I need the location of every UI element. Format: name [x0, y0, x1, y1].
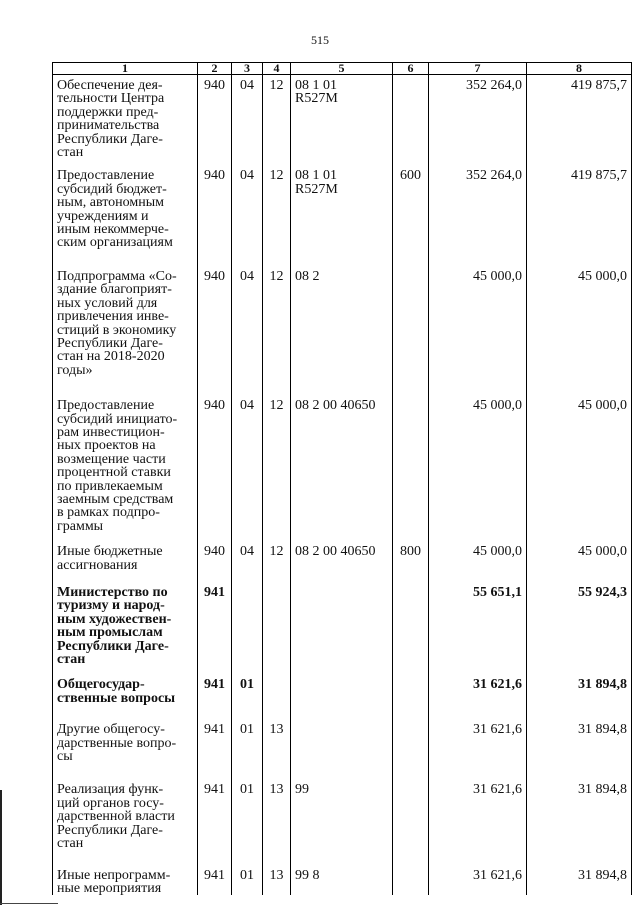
- subsection-cell: [263, 674, 291, 719]
- amount-2019-cell: 31 621,6: [429, 865, 527, 896]
- section-cell: 04: [232, 165, 263, 265]
- target-article-cell: 08 2 00 40650: [291, 395, 393, 541]
- scan-edge-mark: [0, 903, 58, 904]
- amount-2020-cell: 45 000,0: [527, 541, 632, 582]
- section-cell: [232, 582, 263, 674]
- expense-type-cell: 800: [393, 541, 429, 582]
- target-article-cell: 08 2 00 40650: [291, 541, 393, 582]
- table-row: [53, 266, 632, 395]
- section-cell: 01: [232, 865, 263, 896]
- subsection-cell: 12: [263, 266, 291, 395]
- target-article-cell: 08 1 01 R527M: [291, 75, 393, 166]
- subsection-cell: 12: [263, 395, 291, 541]
- column-header: 1: [53, 63, 198, 75]
- subsection-cell: 13: [263, 779, 291, 864]
- target-article-cell: 08 2: [291, 266, 393, 395]
- column-header: 6: [393, 63, 429, 75]
- amount-2020-cell: 45 000,0: [527, 395, 632, 541]
- section-cell: 04: [232, 266, 263, 395]
- target-article-cell: [291, 582, 393, 674]
- amount-2019-cell: 31 621,6: [429, 674, 527, 719]
- subsection-cell: 12: [263, 165, 291, 265]
- expense-type-cell: [393, 75, 429, 166]
- expense-type-cell: [393, 674, 429, 719]
- code-cell: 940: [198, 541, 232, 582]
- expense-type-cell: [393, 266, 429, 395]
- amount-2019-cell: 45 000,0: [429, 266, 527, 395]
- section-cell: 04: [232, 541, 263, 582]
- subsection-cell: 12: [263, 541, 291, 582]
- row-name-cell: Иные непрограмм- ные мероприятия: [53, 865, 198, 896]
- target-article-cell: 99 8: [291, 865, 393, 896]
- column-header: 7: [429, 63, 527, 75]
- row-name-cell: Предоставление субсидий инициато- рам инвестицион- ных проектов на возмещение части процентной ставки по привлекаемым заемным средствам в рамках подпро- граммы: [53, 395, 198, 541]
- expense-type-cell: [393, 395, 429, 541]
- target-article-cell: [291, 674, 393, 719]
- column-header: 8: [527, 63, 632, 75]
- table-row: [53, 674, 632, 719]
- amount-2019-cell: 45 000,0: [429, 395, 527, 541]
- table-row: [53, 719, 632, 779]
- code-cell: 940: [198, 395, 232, 541]
- expense-type-cell: [393, 719, 429, 779]
- table-row: [53, 395, 632, 541]
- amount-2019-cell: 352 264,0: [429, 165, 527, 265]
- target-article-cell: 99: [291, 779, 393, 864]
- row-name-cell: Министерство по туризму и народ- ным художествен- ным промыслам Республики Даге- стан: [53, 582, 198, 674]
- scan-edge-mark: [0, 790, 2, 905]
- section-cell: 01: [232, 719, 263, 779]
- amount-2020-cell: 31 894,8: [527, 674, 632, 719]
- code-cell: 941: [198, 865, 232, 896]
- code-cell: 940: [198, 75, 232, 166]
- amount-2019-cell: 352 264,0: [429, 75, 527, 166]
- column-header: 5: [291, 63, 393, 75]
- target-article-cell: [291, 719, 393, 779]
- amount-2020-cell: 31 894,8: [527, 719, 632, 779]
- amount-2019-cell: 55 651,1: [429, 582, 527, 674]
- amount-2019-cell: 45 000,0: [429, 541, 527, 582]
- row-name-cell: Реализация функ- ций органов госу- дарственной власти Республики Даге- стан: [53, 779, 198, 864]
- amount-2020-cell: 31 894,8: [527, 865, 632, 896]
- column-header: 2: [198, 63, 232, 75]
- budget-table: [52, 62, 632, 895]
- target-article-cell: 08 1 01 R527M: [291, 165, 393, 265]
- subsection-cell: 12: [263, 75, 291, 166]
- amount-2020-cell: 55 924,3: [527, 582, 632, 674]
- subsection-cell: 13: [263, 865, 291, 896]
- code-cell: 941: [198, 779, 232, 864]
- table-row: [53, 75, 632, 166]
- code-cell: 941: [198, 719, 232, 779]
- page-number: 515: [311, 33, 329, 47]
- section-cell: 04: [232, 75, 263, 166]
- row-name-cell: Обеспечение дея- тельности Центра поддержки пред- принимательства Республики Даге- стан: [53, 75, 198, 166]
- table-row: [53, 582, 632, 674]
- row-name-cell: Подпрограмма «Со- здание благоприят- ных условий для привлечения инве- стиций в экономику Республики Даге- стан на 2018-2020 годы»: [53, 266, 198, 395]
- expense-type-cell: [393, 865, 429, 896]
- code-cell: 940: [198, 165, 232, 265]
- subsection-cell: 13: [263, 719, 291, 779]
- row-name-cell: Общегосудар- ственные вопросы: [53, 674, 198, 719]
- expense-type-cell: [393, 779, 429, 864]
- code-cell: 941: [198, 582, 232, 674]
- code-cell: 940: [198, 266, 232, 395]
- expense-type-cell: 600: [393, 165, 429, 265]
- table-row: [53, 165, 632, 265]
- amount-2020-cell: 419 875,7: [527, 75, 632, 166]
- expense-type-cell: [393, 582, 429, 674]
- column-header: 4: [263, 63, 291, 75]
- table-row: [53, 779, 632, 864]
- amount-2020-cell: 31 894,8: [527, 779, 632, 864]
- table-header-row: [53, 63, 632, 75]
- column-header: 3: [232, 63, 263, 75]
- section-cell: 04: [232, 395, 263, 541]
- section-cell: 01: [232, 674, 263, 719]
- amount-2019-cell: 31 621,6: [429, 719, 527, 779]
- amount-2020-cell: 419 875,7: [527, 165, 632, 265]
- amount-2019-cell: 31 621,6: [429, 779, 527, 864]
- amount-2020-cell: 45 000,0: [527, 266, 632, 395]
- subsection-cell: [263, 582, 291, 674]
- code-cell: 941: [198, 674, 232, 719]
- table-row: [53, 541, 632, 582]
- row-name-cell: Предоставление субсидий бюджет- ным, автономным учреждениям и иным некоммерче- ским организациям: [53, 165, 198, 265]
- section-cell: 01: [232, 779, 263, 864]
- table-row: [53, 865, 632, 896]
- row-name-cell: Иные бюджетные ассигнования: [53, 541, 198, 582]
- row-name-cell: Другие общегосу- дарственные вопро- сы: [53, 719, 198, 779]
